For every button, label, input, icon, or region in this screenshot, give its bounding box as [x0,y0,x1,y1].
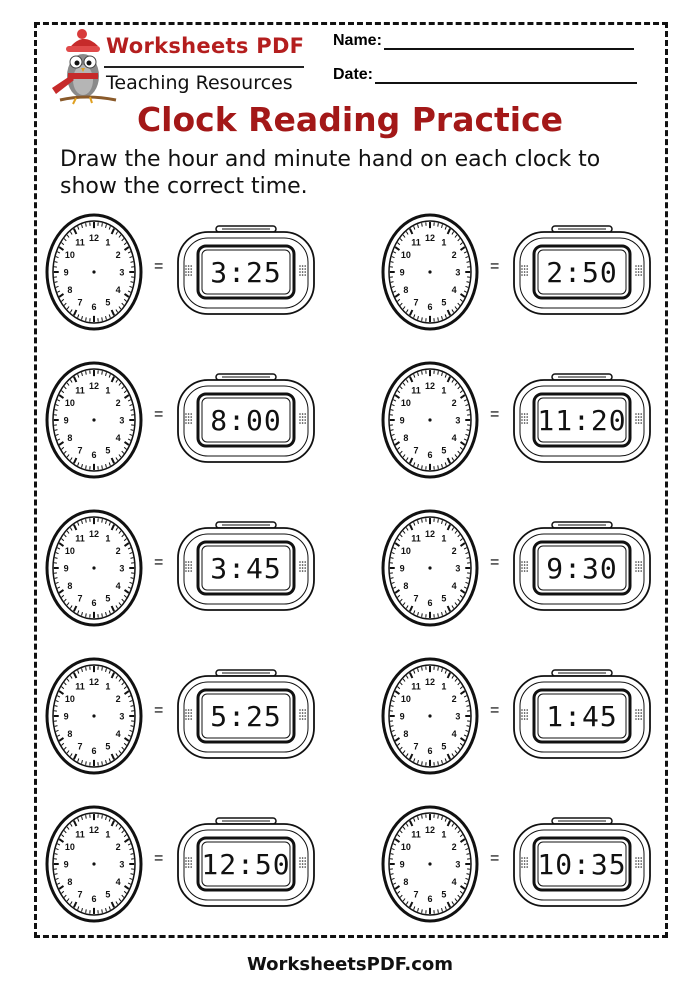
worksheet-title: Clock Reading Practice [136,100,564,139]
clock-numeral: 10 [400,546,411,557]
clock-tick [422,909,423,912]
clock-numeral: 6 [427,302,433,313]
clock-numeral: 5 [441,593,447,604]
digital-time: 12:50 [201,848,291,881]
clock-numeral: 5 [441,445,447,456]
analog-clock-face[interactable] [380,508,480,628]
clock-tick [86,223,87,226]
exercise-item [44,360,324,480]
clock-numeral: 10 [64,398,75,409]
clock-tick [438,371,439,374]
clock-numeral: 3 [455,711,461,722]
clock-numeral: 1 [441,385,447,396]
clock-tick [422,317,423,320]
clock-numeral: 11 [411,385,421,396]
clock-numeral: 6 [91,450,97,461]
clock-numeral: 9 [63,415,69,426]
clock-numeral: 7 [413,445,419,456]
digital-time: 11:20 [537,404,627,437]
clock-numeral: 9 [399,859,405,870]
digital-time: 3:25 [210,256,282,289]
clock-numeral: 9 [63,859,69,870]
digital-clock-body [172,816,320,912]
name-label: Name: [333,32,382,49]
clock-center-dot [428,418,431,421]
exercise-item [380,360,660,480]
clock-numeral: 7 [413,593,419,604]
clock-tick [422,613,423,616]
clock-tick [86,667,87,670]
clock-numeral: 7 [77,297,83,308]
clock-numeral: 7 [413,741,419,752]
clock-numeral: 5 [105,741,111,752]
clock-tick [86,371,87,374]
clock-numeral: 8 [403,284,409,295]
digital-clock [172,224,320,325]
clock-numeral: 5 [105,889,111,900]
clock-numeral: 10 [400,842,411,853]
digital-clock-body [508,372,656,468]
clock-numeral: 7 [413,889,419,900]
clock-numeral: 12 [88,824,100,835]
clock-numeral: 4 [115,432,121,443]
analog-clock-face[interactable] [380,360,480,480]
exercise-item [44,508,324,628]
clock-numeral: 10 [64,546,75,557]
clock-tick [438,909,439,912]
analog-clock-face[interactable] [44,804,144,924]
clock-tick [102,519,103,522]
clock-tick [86,761,87,764]
brand-tagline: Teaching Resources [106,72,293,94]
clock-numeral: 6 [91,598,97,609]
clock-tick [438,519,439,522]
clock-numeral: 7 [77,741,83,752]
analog-clock-face[interactable] [44,212,144,332]
clock-numeral: 3 [119,415,125,426]
equals-sign: = [154,702,164,719]
clock-numeral: 12 [88,528,100,539]
digital-time: 5:25 [210,700,282,733]
digital-clock-body [172,520,320,616]
clock-numeral: 6 [427,598,433,609]
clock-numeral: 8 [67,728,73,739]
clock-numeral: 7 [77,445,83,456]
clock-numeral: 11 [411,681,421,692]
clock-numeral: 12 [424,824,436,835]
clock-numeral: 9 [63,711,69,722]
clock-numeral: 3 [455,563,461,574]
clock-numeral: 4 [451,876,457,887]
clock-numeral: 3 [119,859,125,870]
clock-numeral: 4 [451,284,457,295]
exercise-item [380,212,660,332]
exercise-item [44,804,324,924]
clock-numeral: 11 [411,237,421,248]
clock-numeral: 5 [105,593,111,604]
clock-tick [86,465,87,468]
clock-tick [438,815,439,818]
brand-name: Worksheets PDF [106,34,305,58]
digital-clock-body [508,668,656,764]
equals-sign: = [490,850,500,867]
clock-tick [422,465,423,468]
clock-numeral: 2 [451,694,457,705]
clock-tick [422,519,423,522]
clock-numeral: 4 [115,876,121,887]
clock-tick [438,667,439,670]
clock-numeral: 1 [105,681,111,692]
analog-clock-face[interactable] [380,212,480,332]
instructions: Draw the hour and minute hand on each clock to show the correct time. [60,147,601,199]
clock-numeral: 1 [441,533,447,544]
clock-numeral: 10 [400,694,411,705]
clock-numeral: 8 [67,284,73,295]
clock-numeral: 1 [105,237,111,248]
clock-tick [86,317,87,320]
digital-clock [172,668,320,769]
clock-tick [102,667,103,670]
clock-tick [438,761,439,764]
clock-numeral: 6 [427,894,433,905]
clock-numeral: 8 [403,728,409,739]
clock-numeral: 3 [119,563,125,574]
analog-clock-face[interactable] [44,508,144,628]
equals-sign: = [490,258,500,275]
equals-sign: = [154,554,164,571]
clock-numeral: 6 [91,894,97,905]
clock-numeral: 7 [77,889,83,900]
clock-tick [422,761,423,764]
digital-time: 1:45 [546,700,618,733]
equals-sign: = [490,554,500,571]
digital-time: 2:50 [546,256,618,289]
clock-center-dot [428,566,431,569]
digital-clock [508,520,656,621]
clock-center-dot [428,714,431,717]
clock-tick [438,465,439,468]
clock-numeral: 11 [411,829,421,840]
analog-clock-face[interactable] [44,656,144,776]
clock-numeral: 1 [105,829,111,840]
exercise-item [380,508,660,628]
digital-clock [172,372,320,473]
clock-numeral: 7 [77,593,83,604]
clock-tick [422,667,423,670]
exercise-item [44,656,324,776]
clock-numeral: 12 [424,676,436,687]
equals-sign: = [154,850,164,867]
clock-tick [102,815,103,818]
clock-tick [102,909,103,912]
exercise-item [380,804,660,924]
clock-numeral: 6 [91,302,97,313]
clock-numeral: 11 [75,385,85,396]
digital-clock-body [508,816,656,912]
clock-numeral: 1 [105,385,111,396]
clock-center-dot [92,566,95,569]
clock-numeral: 10 [64,842,75,853]
clock-numeral: 4 [451,432,457,443]
clock-numeral: 10 [64,694,75,705]
clock-tick [438,317,439,320]
clock-numeral: 10 [400,398,411,409]
clock-numeral: 2 [115,250,121,261]
digital-clock [508,668,656,769]
clock-numeral: 11 [75,237,85,248]
clock-numeral: 2 [115,398,121,409]
clock-numeral: 5 [441,741,447,752]
equals-sign: = [154,258,164,275]
digital-clock-body [508,520,656,616]
clock-tick [102,371,103,374]
clock-numeral: 2 [451,250,457,261]
clock-numeral: 12 [88,232,100,243]
clock-numeral: 3 [455,415,461,426]
clock-numeral: 9 [399,267,405,278]
clock-numeral: 4 [451,728,457,739]
clock-numeral: 10 [64,250,75,261]
clock-numeral: 4 [451,580,457,591]
clock-numeral: 11 [75,533,85,544]
clock-numeral: 8 [403,876,409,887]
clock-numeral: 11 [75,829,85,840]
clock-numeral: 3 [119,711,125,722]
clock-numeral: 1 [441,681,447,692]
clock-numeral: 6 [91,746,97,757]
date-field[interactable] [333,66,637,84]
clock-numeral: 5 [441,889,447,900]
clock-numeral: 9 [399,563,405,574]
clock-numeral: 8 [67,580,73,591]
clock-numeral: 10 [400,250,411,261]
clock-numeral: 9 [399,415,405,426]
footer-site: WorksheetsPDF.com [246,954,454,975]
digital-clock-body [172,668,320,764]
clock-numeral: 3 [455,859,461,870]
clock-center-dot [428,270,431,273]
clock-numeral: 7 [413,297,419,308]
clock-numeral: 12 [424,232,436,243]
clock-numeral: 4 [115,284,121,295]
clock-tick [438,223,439,226]
clock-numeral: 2 [115,694,121,705]
clock-numeral: 11 [75,681,85,692]
equals-sign: = [490,406,500,423]
clock-numeral: 9 [399,711,405,722]
digital-clock [172,520,320,621]
analog-clock-face[interactable] [380,804,480,924]
clock-numeral: 3 [455,267,461,278]
clock-numeral: 4 [115,728,121,739]
exercise-item [44,212,324,332]
clock-numeral: 4 [115,580,121,591]
clock-numeral: 1 [441,829,447,840]
digital-clock [508,224,656,325]
clock-numeral: 12 [424,528,436,539]
clock-numeral: 12 [88,380,100,391]
name-field[interactable] [333,32,634,50]
date-line[interactable] [375,66,637,84]
brand-divider [104,66,304,68]
clock-numeral: 8 [67,432,73,443]
clock-tick [102,317,103,320]
clock-numeral: 8 [403,580,409,591]
clock-tick [422,371,423,374]
clock-tick [422,815,423,818]
analog-clock-face[interactable] [44,360,144,480]
clock-center-dot [92,270,95,273]
clock-numeral: 2 [451,546,457,557]
clock-numeral: 9 [63,267,69,278]
equals-sign: = [154,406,164,423]
clock-numeral: 12 [88,676,100,687]
clock-numeral: 8 [403,432,409,443]
digital-time: 10:35 [537,848,627,881]
clock-numeral: 5 [105,297,111,308]
clock-numeral: 1 [441,237,447,248]
clock-tick [102,223,103,226]
clock-numeral: 2 [451,842,457,853]
clock-numeral: 12 [424,380,436,391]
clock-tick [86,519,87,522]
digital-time: 9:30 [546,552,618,585]
digital-time: 8:00 [210,404,282,437]
digital-clock-body [172,224,320,320]
clock-numeral: 8 [67,876,73,887]
clock-tick [86,909,87,912]
clock-center-dot [92,862,95,865]
clock-tick [102,613,103,616]
clock-numeral: 6 [427,450,433,461]
clock-tick [422,223,423,226]
clock-center-dot [428,862,431,865]
date-label: Date: [333,66,374,83]
clock-center-dot [92,418,95,421]
clock-numeral: 6 [427,746,433,757]
clock-center-dot [92,714,95,717]
clock-tick [86,613,87,616]
clock-tick [102,761,103,764]
clock-numeral: 3 [119,267,125,278]
clock-numeral: 1 [105,533,111,544]
clock-numeral: 5 [105,445,111,456]
exercise-item [380,656,660,776]
digital-clock [508,372,656,473]
clock-numeral: 5 [441,297,447,308]
equals-sign: = [490,702,500,719]
digital-clock-body [508,224,656,320]
clock-tick [86,815,87,818]
digital-clock [508,816,656,917]
clock-tick [102,465,103,468]
clock-tick [438,613,439,616]
clock-numeral: 2 [115,842,121,853]
clock-numeral: 11 [411,533,421,544]
clock-numeral: 2 [115,546,121,557]
clock-numeral: 2 [451,398,457,409]
analog-clock-face[interactable] [380,656,480,776]
digital-clock [172,816,320,917]
digital-time: 3:45 [210,552,282,585]
digital-clock-body [172,372,320,468]
name-line[interactable] [384,32,634,50]
clock-numeral: 9 [63,563,69,574]
